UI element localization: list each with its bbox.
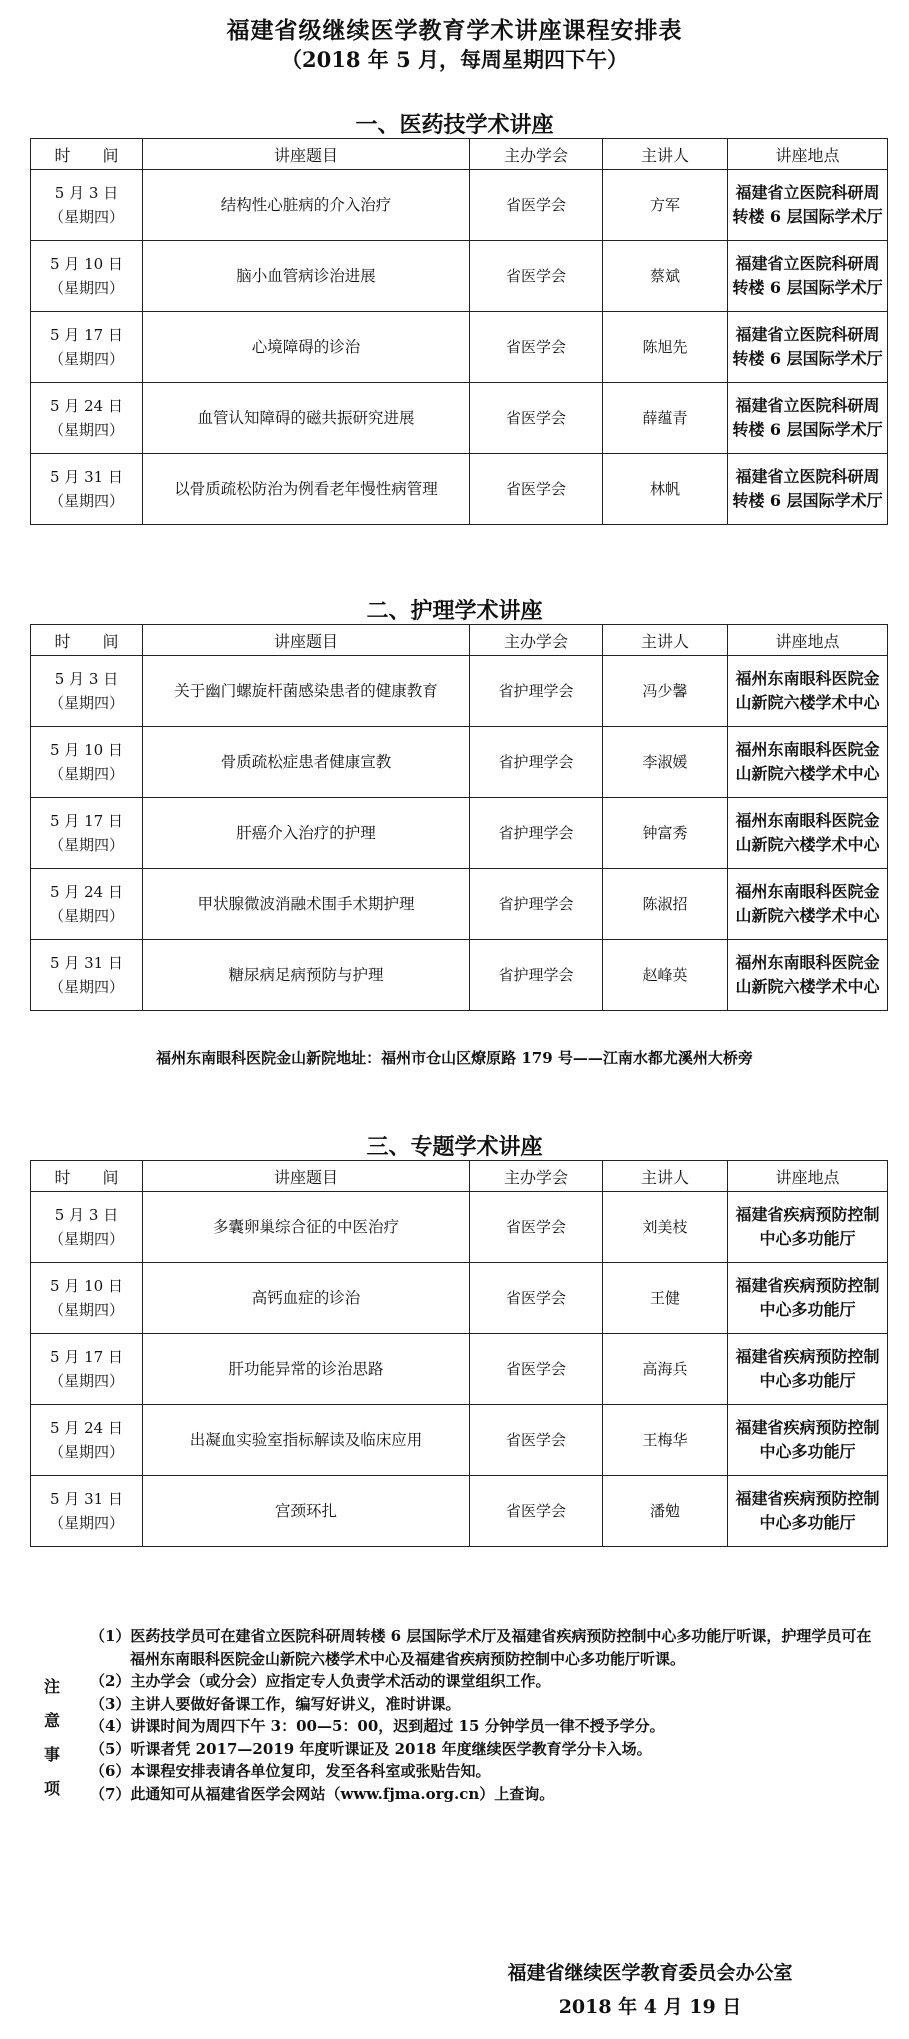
cell-time	[31, 312, 143, 383]
cell-speaker: 潘勉	[603, 1476, 728, 1547]
schedule-table-special	[30, 1160, 888, 1547]
schedule-table-nursing	[30, 624, 888, 1011]
notes-label-char: 意	[44, 1711, 61, 1730]
cell-date: 5 月 24 日	[50, 883, 123, 901]
cell-time	[31, 1476, 143, 1547]
cell-topic: 甲状腺微波消融术围手术期护理	[143, 869, 470, 940]
table-row	[31, 1476, 888, 1547]
cell-host: 省医学会	[470, 1405, 603, 1476]
note-item: （6）本课程安排表请各单位复印，发至各科室或张贴告知。	[90, 1762, 491, 1780]
cell-weekday: （星期四）	[48, 421, 124, 439]
cell-host: 省护理学会	[470, 869, 603, 940]
cell-weekday: （星期四）	[48, 694, 124, 712]
cell-time	[31, 241, 143, 312]
signature-date: 2018 年 4 月 19 日	[558, 1996, 742, 2018]
col-header-topic: 讲座题目	[143, 139, 470, 170]
cell-speaker: 薛蕴青	[603, 383, 728, 454]
table-row	[31, 798, 888, 869]
cell-date: 5 月 3 日	[54, 184, 119, 202]
table-row	[31, 656, 888, 727]
cell-speaker: 王梅华	[603, 1405, 728, 1476]
cell-weekday: （星期四）	[48, 492, 124, 510]
cell-time	[31, 1334, 143, 1405]
cell-host: 省护理学会	[470, 727, 603, 798]
col-header-place: 讲座地点	[728, 625, 888, 656]
cell-host: 省护理学会	[470, 656, 603, 727]
cell-topic: 糖尿病足病预防与护理	[143, 940, 470, 1011]
table-row	[31, 1192, 888, 1263]
cell-date: 5 月 10 日	[50, 255, 123, 273]
cell-speaker: 李淑媛	[603, 727, 728, 798]
cell-weekday: （星期四）	[48, 279, 124, 297]
cell-host: 省医学会	[470, 1476, 603, 1547]
cell-date: 5 月 24 日	[50, 397, 123, 415]
col-header-place: 讲座地点	[728, 1161, 888, 1192]
cell-weekday: （星期四）	[48, 765, 124, 783]
cell-host: 省医学会	[470, 383, 603, 454]
cell-host: 省护理学会	[470, 798, 603, 869]
cell-date: 5 月 31 日	[50, 954, 123, 972]
note-item: （7）此通知可从福建省医学会网站（www.fjma.org.cn）上查询。	[90, 1784, 555, 1803]
cell-topic: 高钙血症的诊治	[143, 1263, 470, 1334]
cell-weekday: （星期四）	[48, 1443, 124, 1461]
cell-time	[31, 1405, 143, 1476]
table-row	[31, 383, 888, 454]
table-row	[31, 1334, 888, 1405]
col-header-topic: 讲座题目	[143, 625, 470, 656]
cell-topic: 心境障碍的诊治	[143, 312, 470, 383]
cell-date: 5 月 10 日	[50, 741, 123, 759]
cell-weekday: （星期四）	[48, 836, 124, 854]
notes-label-char: 注	[44, 1677, 61, 1696]
col-header-topic: 讲座题目	[143, 1161, 470, 1192]
cell-date: 5 月 17 日	[50, 1348, 123, 1366]
col-header-speaker: 主讲人	[603, 625, 728, 656]
cell-date: 5 月 17 日	[50, 812, 123, 830]
table-row	[31, 940, 888, 1011]
table-row	[31, 454, 888, 525]
cell-topic: 肝功能异常的诊治思路	[143, 1334, 470, 1405]
cell-place: 福建省立医院科研周转楼 6 层国际学术厅	[728, 241, 888, 312]
col-header-host: 主办学会	[470, 139, 603, 170]
cell-date: 5 月 3 日	[54, 1206, 119, 1224]
page-title: 福建省级继续医学教育学术讲座课程安排表	[226, 17, 683, 44]
cell-topic: 肝癌介入治疗的护理	[143, 798, 470, 869]
section-heading-medical: 一、医药技学术讲座	[355, 112, 554, 138]
table-row	[31, 1405, 888, 1476]
cell-time	[31, 727, 143, 798]
col-header-time: 时 间	[31, 625, 143, 656]
notes-label-char: 项	[44, 1779, 61, 1798]
table-header-row	[31, 625, 888, 656]
table-header-row	[31, 1161, 888, 1192]
cell-time	[31, 454, 143, 525]
cell-time	[31, 869, 143, 940]
cell-date: 5 月 31 日	[50, 1490, 123, 1508]
note-item: （2）主办学会（或分会）应指定专人负责学术活动的课堂组织工作。	[90, 1672, 551, 1690]
cell-date: 5 月 17 日	[50, 326, 123, 344]
cell-speaker: 方军	[603, 170, 728, 241]
cell-place: 福州东南眼科医院金山新院六楼学术中心	[728, 798, 888, 869]
table-row	[31, 312, 888, 383]
note-item: （4）讲课时间为周四下午 3：00—5：00，迟到超过 15 分钟学员一律不授予学分。	[90, 1717, 665, 1735]
cell-topic: 出凝血实验室指标解读及临床应用	[143, 1405, 470, 1476]
cell-weekday: （星期四）	[48, 208, 124, 226]
col-header-place: 讲座地点	[728, 139, 888, 170]
table-row	[31, 727, 888, 798]
table-row	[31, 241, 888, 312]
cell-topic: 以骨质疏松防治为例看老年慢性病管理	[143, 454, 470, 525]
cell-place: 福州东南眼科医院金山新院六楼学术中心	[728, 940, 888, 1011]
cell-host: 省医学会	[470, 1334, 603, 1405]
cell-weekday: （星期四）	[48, 978, 124, 996]
cell-topic: 结构性心脏病的介入治疗	[143, 170, 470, 241]
cell-topic: 骨质疏松症患者健康宣教	[143, 727, 470, 798]
table-header-row	[31, 139, 888, 170]
cell-time	[31, 170, 143, 241]
address-note: 福州东南眼科医院金山新院地址：福州市仓山区燎原路 179 号——江南水都尤溪州大桥旁	[156, 1049, 753, 1067]
cell-topic: 多囊卵巢综合征的中医治疗	[143, 1192, 470, 1263]
cell-speaker: 王健	[603, 1263, 728, 1334]
cell-time	[31, 383, 143, 454]
cell-place: 福州东南眼科医院金山新院六楼学术中心	[728, 869, 888, 940]
cell-date: 5 月 31 日	[50, 468, 123, 486]
cell-date: 5 月 10 日	[50, 1277, 123, 1295]
cell-weekday: （星期四）	[48, 350, 124, 368]
cell-place: 福州东南眼科医院金山新院六楼学术中心	[728, 656, 888, 727]
cell-speaker: 冯少馨	[603, 656, 728, 727]
cell-place: 福建省疾病预防控制中心多功能厅	[728, 1476, 888, 1547]
cell-host: 省医学会	[470, 241, 603, 312]
cell-time	[31, 798, 143, 869]
col-header-host: 主办学会	[470, 625, 603, 656]
cell-host: 省医学会	[470, 312, 603, 383]
cell-time	[31, 656, 143, 727]
cell-topic: 宫颈环扎	[143, 1476, 470, 1547]
signature-org: 福建省继续医学教育委员会办公室	[507, 1962, 793, 1984]
cell-date: 5 月 3 日	[54, 670, 119, 688]
cell-time	[31, 940, 143, 1011]
cell-place: 福建省疾病预防控制中心多功能厅	[728, 1405, 888, 1476]
cell-speaker: 高海兵	[603, 1334, 728, 1405]
cell-speaker: 刘美枝	[603, 1192, 728, 1263]
note-item: （1）医药技学员可在建省立医院科研周转楼 6 层国际学术厅及福建省疾病预防控制中心多功能厅听课，护理学员可在福州东南眼科医院金山新院六楼学术中心及福建省疾病预防控制中心多功能厅听课。	[90, 1627, 872, 1668]
table-row	[31, 869, 888, 940]
cell-host: 省医学会	[470, 170, 603, 241]
cell-place: 福建省疾病预防控制中心多功能厅	[728, 1334, 888, 1405]
cell-host: 省医学会	[470, 1263, 603, 1334]
cell-weekday: （星期四）	[48, 907, 124, 925]
col-header-host: 主办学会	[470, 1161, 603, 1192]
section-heading-nursing: 二、护理学术讲座	[366, 598, 543, 624]
cell-weekday: （星期四）	[48, 1230, 124, 1248]
cell-place: 福建省立医院科研周转楼 6 层国际学术厅	[728, 454, 888, 525]
cell-weekday: （星期四）	[48, 1301, 124, 1319]
cell-speaker: 陈旭先	[603, 312, 728, 383]
cell-host: 省护理学会	[470, 940, 603, 1011]
cell-speaker: 钟富秀	[603, 798, 728, 869]
col-header-speaker: 主讲人	[603, 1161, 728, 1192]
section-heading-special: 三、专题学术讲座	[366, 1134, 543, 1160]
cell-speaker: 赵峰英	[603, 940, 728, 1011]
page-subtitle: （2018 年 5 月，每周星期四下午）	[281, 47, 628, 72]
cell-host: 省医学会	[470, 1192, 603, 1263]
note-item: （3）主讲人要做好备课工作，编写好讲义，准时讲课。	[90, 1694, 461, 1713]
cell-topic: 脑小血管病诊治进展	[143, 241, 470, 312]
notes-label	[44, 1670, 64, 1806]
col-header-time: 时 间	[31, 139, 143, 170]
col-header-time: 时 间	[31, 1161, 143, 1192]
table-row	[31, 170, 888, 241]
cell-place: 福建省立医院科研周转楼 6 层国际学术厅	[728, 312, 888, 383]
cell-speaker: 蔡斌	[603, 241, 728, 312]
cell-place: 福建省立医院科研周转楼 6 层国际学术厅	[728, 383, 888, 454]
cell-place: 福建省疾病预防控制中心多功能厅	[728, 1263, 888, 1334]
notes-list	[90, 1625, 885, 1805]
cell-speaker: 林帆	[603, 454, 728, 525]
cell-host: 省医学会	[470, 454, 603, 525]
schedule-table-medical	[30, 138, 888, 525]
cell-place: 福建省疾病预防控制中心多功能厅	[728, 1192, 888, 1263]
cell-date: 5 月 24 日	[50, 1419, 123, 1437]
cell-weekday: （星期四）	[48, 1372, 124, 1390]
cell-topic: 血管认知障碍的磁共振研究进展	[143, 383, 470, 454]
cell-speaker: 陈淑招	[603, 869, 728, 940]
cell-weekday: （星期四）	[48, 1514, 124, 1532]
note-item: （5）听课者凭 2017—2019 年度听课证及 2018 年度继续医学教育学分卡入场。	[90, 1739, 652, 1758]
cell-place: 福建省立医院科研周转楼 6 层国际学术厅	[728, 170, 888, 241]
cell-time	[31, 1263, 143, 1334]
table-row	[31, 1263, 888, 1334]
cell-time	[31, 1192, 143, 1263]
notes-label-char: 事	[44, 1745, 61, 1764]
cell-topic: 关于幽门螺旋杆菌感染患者的健康教育	[143, 656, 470, 727]
cell-place: 福州东南眼科医院金山新院六楼学术中心	[728, 727, 888, 798]
col-header-speaker: 主讲人	[603, 139, 728, 170]
